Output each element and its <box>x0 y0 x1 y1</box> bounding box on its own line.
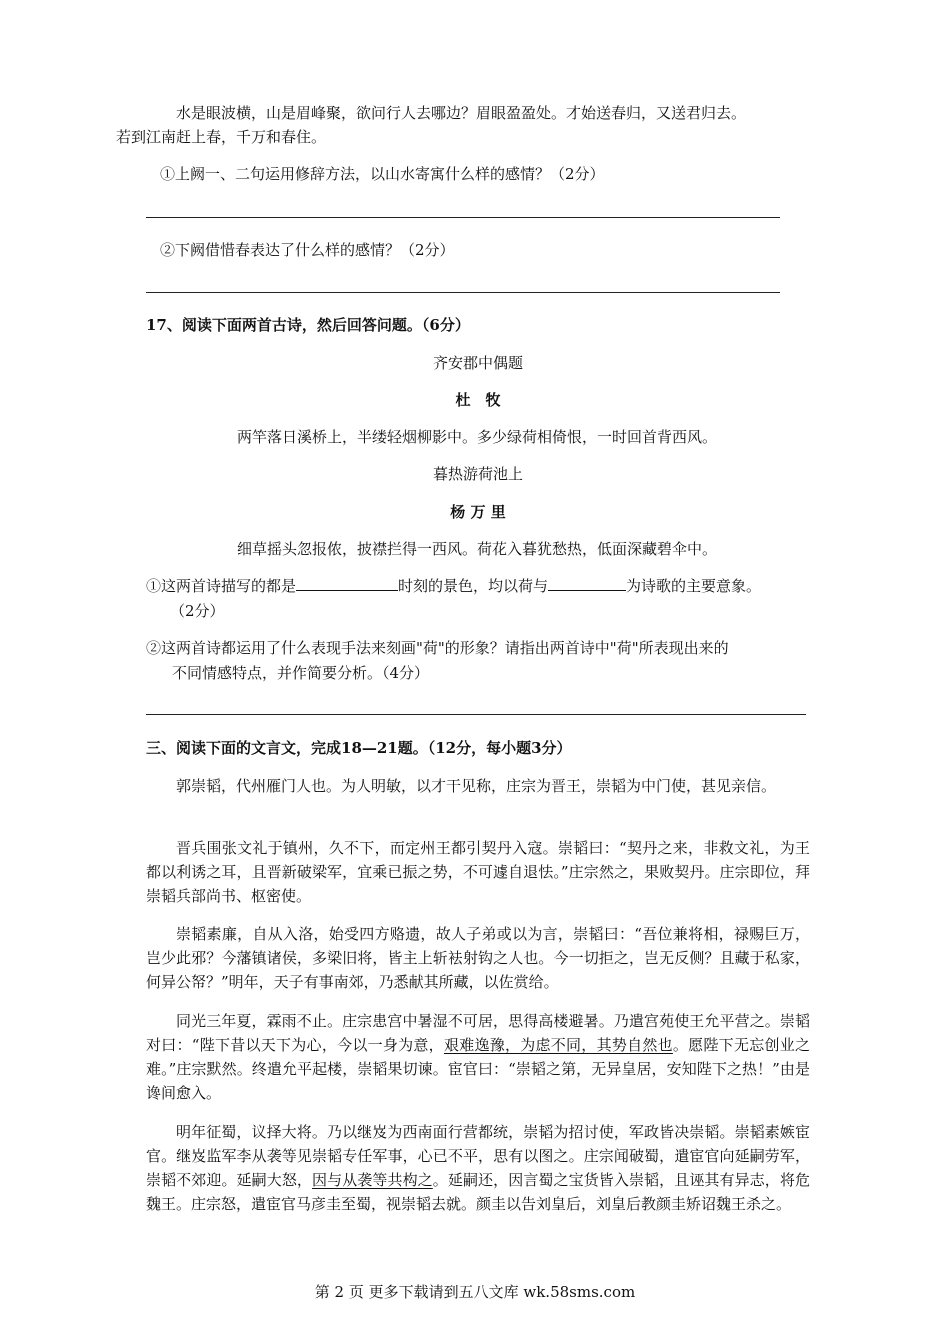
classical-paragraph-5 <box>146 1120 810 1216</box>
q17-sub1-part-a: ①这两首诗描写的都是 <box>146 577 297 595</box>
poem2-text: 细草摇头忽报侬，披襟拦得一西风。荷花入暮犹愁热，低面深藏碧伞中。 <box>237 540 718 558</box>
poem1-title: 齐安郡中偶题 <box>432 354 523 372</box>
p5-text-b: 。延嗣还，因言蜀之宝货皆入崇韬，且诬其有异志，将危魏王。庄宗怒，遣宦官马彦圭至蜀，视崇韬去就。颜圭以告刘皇后，刘皇后教颜圭矫诏魏王杀之。 <box>146 1171 810 1213</box>
p5-underlined-sentence: 因与从袭等共构之 <box>312 1171 433 1189</box>
q17-sub1-part-b: 时刻的景色，均以荷与 <box>398 577 549 595</box>
classical-paragraph-4 <box>146 1009 810 1105</box>
q17-sub1-part-c: 为诗歌的主要意象。 <box>626 577 762 595</box>
answer-line-1[interactable] <box>146 217 780 218</box>
classical-paragraph-3: 崇韬素廉，自从入洛，始受四方赂遗，故人子弟或以为言，崇韬曰：“吾位兼将相，禄赐巨万，岂少此邪？今藩镇诸侯，多梁旧将，皆主上斩袪射钩之人也。今一切拒之，岂无反侧？且藏于私家，何异公帑？”明年，天子有事南郊，乃悉献其所藏，以佐赏给。 <box>146 925 810 991</box>
ci-poem-line2: 若到江南赶上春，千万和春住。 <box>116 128 327 146</box>
answer-line-2[interactable] <box>146 292 780 293</box>
answer-line-3[interactable] <box>146 714 806 715</box>
p5-text-a: 明年征蜀，议择大将。乃以继岌为西南面行营都统，崇韬为招讨使，军政皆决崇韬。崇韬素嫉宦官。继岌监军李从袭等见崇韬专任军事，心已不平，思有以图之。庄宗闻破蜀，遣宦官向延嗣劳军，崇韬不郊迎。延嗣大怒， <box>146 1123 810 1189</box>
ci-poem <box>116 101 810 149</box>
p4-underlined-sentence: 艰难逸豫，为虑不同，其势自然也 <box>443 1036 673 1054</box>
ci-question-1: ①上阙一、二句运用修辞方法，以山水寄寓什么样的感情？（2分） <box>160 165 605 183</box>
classical-paragraph-1: 郭崇韬，代州雁门人也。为人明敏，以才干见称，庄宗为晋王，崇韬为中门使，甚见亲信。 <box>176 777 777 795</box>
blank-time[interactable] <box>296 576 398 591</box>
poem2-author: 杨 万 里 <box>450 503 506 521</box>
ci-poem-line1: 水是眼波横，山是眉峰聚，欲问行人去哪边？眉眼盈盈处。才始送春归，又送君归去。 <box>176 104 747 122</box>
p4-text-b: 。愿陛下无忘创业之难。”庄宗默然。终遣允平起楼，崇韬果切谏。宦官曰：“崇韬之第，无异皇居，安知陛下之热！”由是谗间愈入。 <box>146 1036 810 1102</box>
blank-imagery[interactable] <box>548 576 626 591</box>
p4-text-a: 同光三年夏，霖雨不止。庄宗患宫中暑湿不可居，思得高楼避暑。乃遣宫苑使王允平营之。崇韬对曰：“陛下昔以天下为心，今以一身为意， <box>146 1012 810 1054</box>
q17-sub1 <box>146 575 761 596</box>
page-footer: 第 2 页 更多下载请到五八文库 wk.58sms.com <box>314 1283 636 1301</box>
poem2-title: 暮热游荷池上 <box>432 465 523 483</box>
poem1-author: 杜 牧 <box>455 391 501 409</box>
poem1-text: 两竿落日溪桥上，半缕轻烟柳影中。多少绿荷相倚恨，一时回首背西风。 <box>237 428 718 446</box>
q17-sub2-line2: 不同情感特点，并作简要分析。（4分） <box>172 664 430 682</box>
q17-sub2-line1: ②这两首诗都运用了什么表现手法来刻画"荷"的形象？请指出两首诗中"荷"所表现出来的 <box>146 639 729 657</box>
classical-paragraph-2: 晋兵围张文礼于镇州，久不下，而定州王都引契丹入寇。崇韬曰：“契丹之来，非救文礼，为王都以利诱之耳，且晋新破梁军，宜乘已振之势，不可遽自退怯。”庄宗然之，果败契丹。庄宗即位，拜崇韬兵部尚书、枢密使。 <box>146 839 810 905</box>
q17-heading: 17、阅读下面两首古诗，然后回答问题。（6分） <box>146 316 470 334</box>
ci-question-2: ②下阙借惜春表达了什么样的感情？（2分） <box>160 241 455 259</box>
section3-heading: 三、阅读下面的文言文，完成18—21题。（12分，每小题3分） <box>146 739 572 757</box>
q17-sub1-score: （2分） <box>170 602 225 620</box>
